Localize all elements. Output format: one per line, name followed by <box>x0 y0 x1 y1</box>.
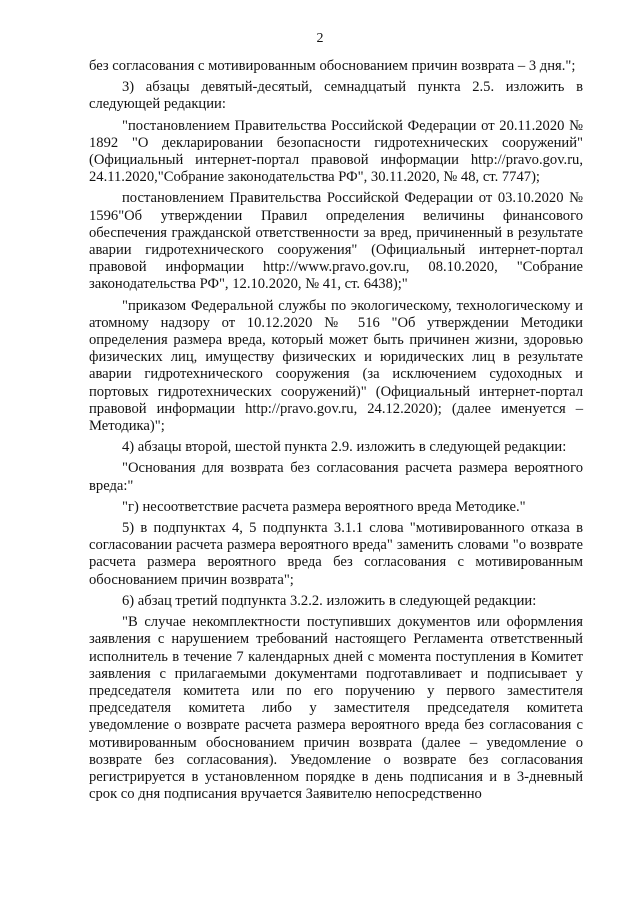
paragraph-7: "Основания для возврата без согласования расчета размера вероятного вреда:" <box>89 460 583 494</box>
paragraph-6: 4) абзацы второй, шестой пункта 2.9. изложить в следующей редакции: <box>122 439 567 456</box>
paragraph-4: постановлением Правительства Российской Федерации от 03.10.2020 № 1596"Об утверждении Правил определения величины финансового обеспечения гражданской ответственности за вред, причиненный в результате аварии гидротехнического сооружения" (Официальный интернет-портал правовой информации http://www.pravo.gov.ru, 08.10.2020, "Собрание законодательства РФ", 12.10.2020, № 41, ст. 6438);" <box>89 190 583 293</box>
paragraph-5: "приказом Федеральной службы по экологическому, технологическому и атомному надзору от 10.12.2020 № 516 "Об утверждении Методики определения размера вреда, который может быть причинен жизни, здоровью физических лиц, имуществу физических и юридических лиц в результате аварии гидротехнического сооружения (за исключением судоходных и портовых гидротехнических сооружений)" (Официальный интернет-портал правовой информации http://pravo.gov.ru, 24.12.2020); (далее именуется – Методика)"; <box>89 297 583 435</box>
paragraph-11: "В случае некомплектности поступивших документов или оформления заявления с нарушением требований настоящего Регламента ответственный исполнитель в течение 7 календарных дней с момента поступления в Комитет заявления с прилагаемыми документами подготавливает и подписывает у председателя комитета или по его поручению у первого заместителя председателя комитета либо у заместителя председателя комитета уведомление о возврате расчета размера вероятного вреда без согласования с мотивированным обоснованием причин возврата (далее – уведомление о возврате без согласования). Уведомление о возврате без согласования регистрируется в установленном порядке в день подписания и в 3-дневный срок со дня подписания вручается Заявителю непосредственно <box>89 614 583 803</box>
paragraph-3: "постановлением Правительства Российской Федерации от 20.11.2020 № 1892 "О декларировании безопасности гидротехнических сооружений" (Официальный интернет-портал правовой информации http://pravo.gov.ru, 24.11.2020,"Собрание законодательства РФ", 30.11.2020, № 48, ст. 7747); <box>89 117 583 186</box>
paragraph-10: 6) абзац третий подпункта 3.2.2. изложить в следующей редакции: <box>122 592 537 609</box>
paragraph-1: без согласования с мотивированным обоснованием причин возврата – 3 дня."; <box>89 58 576 74</box>
paragraph-8: "г) несоответствие расчета размера вероятного вреда Методике." <box>122 498 526 515</box>
document-body <box>89 58 583 807</box>
page-number: 2 <box>316 31 324 46</box>
paragraph-2: 3) абзацы девятый-десятый, семнадцатый пункта 2.5. изложить в следующей редакции: <box>89 79 583 113</box>
paragraph-9: 5) в подпунктах 4, 5 подпункта 3.1.1 слова "мотивированного отказа в согласовании расчета размера вероятного вреда" заменить словами "о возврате расчета размера вероятного вреда без согласования с мотивированным обоснованием причин возврата"; <box>89 520 583 588</box>
